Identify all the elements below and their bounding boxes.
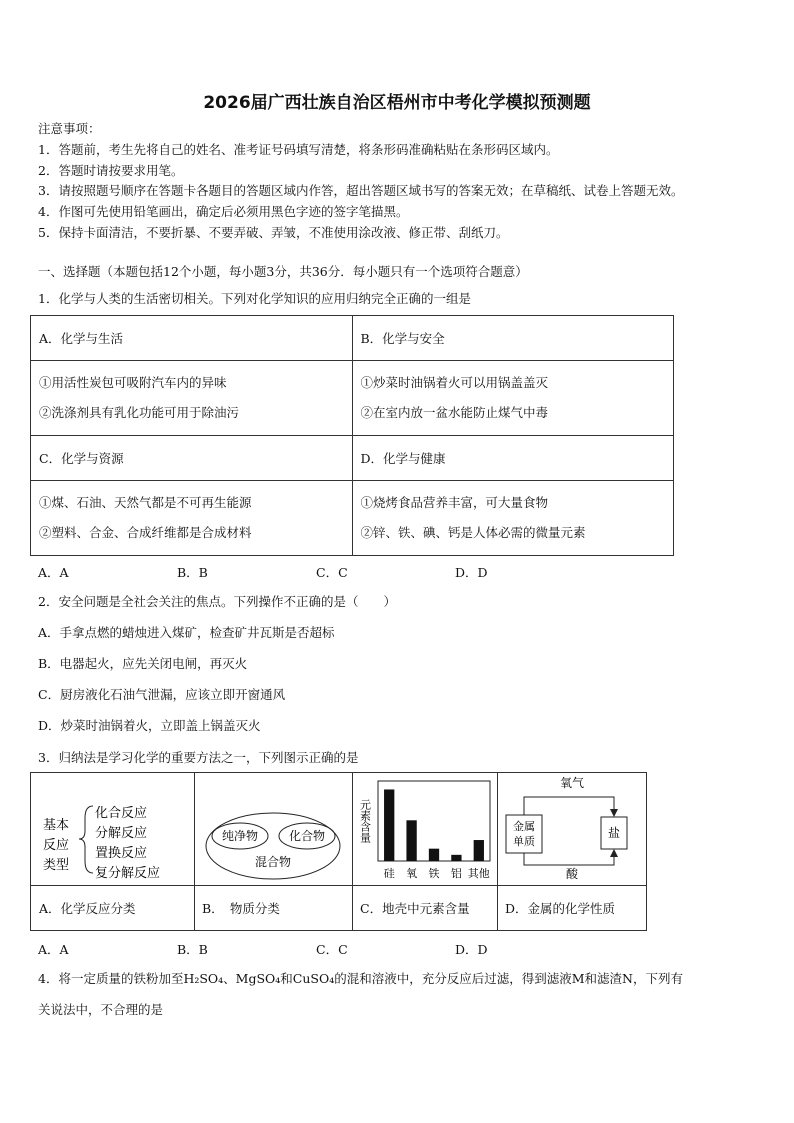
page-title: 2026届广西壮族自治区梧州市中考化学模拟预测题 xyxy=(203,93,591,113)
note-item: 2．答题时请按要求用笔。 xyxy=(38,163,184,178)
q1-c-body xyxy=(31,481,353,556)
chart-ylabel: 元素含量 xyxy=(358,799,372,843)
q1-d-item: ①烧烤食品营养丰富，可大量食物 xyxy=(360,495,549,510)
note-item: 5．保持卡面清洁，不要折暴、不要弄破、弄皱，不准使用涂改液、修正带、刮纸刀。 xyxy=(38,225,509,240)
fig-b-caption: B． 物质分类 xyxy=(194,885,352,930)
q2-option-a[interactable]: A．手拿点燃的蜡烛进入煤矿，检查矿井瓦斯是否超标 xyxy=(38,625,335,640)
q1-option-a[interactable]: A．A xyxy=(38,565,69,580)
chart-bar xyxy=(406,820,416,861)
fig-d-left-2: 单质 xyxy=(513,835,535,848)
fig-a-left-2: 反应 xyxy=(43,838,70,853)
chart-tick-label: 其他 xyxy=(467,867,490,880)
q2-option-b[interactable]: B．电器起火，应先关闭电闸，再灭火 xyxy=(38,656,248,671)
outer-ellipse xyxy=(206,813,340,879)
reaction-types-diagram xyxy=(31,773,194,885)
q1-b-head: B．化学与安全 xyxy=(352,316,674,361)
note-item: 4．作图可先使用铅笔画出，确定后必须用黑色字迹的签字笔描黑。 xyxy=(38,204,409,219)
chart-tick-label: 硅 xyxy=(383,867,395,880)
fig-d-top: 氧气 xyxy=(559,776,585,790)
fig-a-caption: A．化学反应分类 xyxy=(31,885,194,930)
q1-a-item: ②洗涤剂具有乳化功能可用于除油污 xyxy=(39,405,240,420)
q2-option-d[interactable]: D．炒菜时油锅着火，立即盖上锅盖灭火 xyxy=(38,718,261,733)
fig-d-bottom: 酸 xyxy=(565,867,579,881)
fig-a-left-3: 类型 xyxy=(43,858,70,873)
q1-d-item: ②锌、铁、碘、钙是人体必需的微量元素 xyxy=(360,525,586,540)
note-item: 1．答题前，考生先将自己的姓名、准考证号码填写清楚，将条形码准确粘贴在条形码区域内。 xyxy=(38,142,559,157)
q1-option-c[interactable]: C．C xyxy=(316,565,348,580)
q1-c-head: C．化学与资源 xyxy=(31,436,353,481)
fig-c-caption: C．地壳中元素含量 xyxy=(352,885,497,930)
oxygen-path xyxy=(524,797,614,815)
q2-stem: 2．安全问题是全社会关注的焦点。下列操作不正确的是（ ） xyxy=(38,594,396,609)
q3-option-a[interactable]: A．A xyxy=(38,942,69,957)
fig-a-right-1: 化合反应 xyxy=(95,806,148,821)
crust-element-chart xyxy=(352,773,497,885)
q3-fig-c xyxy=(352,773,498,930)
q1-option-b[interactable]: B．B xyxy=(177,565,208,580)
q2-option-c[interactable]: C．厨房液化石油气泄漏，应该立即开窗通风 xyxy=(38,687,286,702)
q1-options xyxy=(38,563,594,581)
q1-b-item: ②在室内放一盆水能防止煤气中毒 xyxy=(360,405,549,420)
fig-d-caption: D．金属的化学性质 xyxy=(497,885,646,930)
q3-option-c[interactable]: C．C xyxy=(316,942,348,957)
q1-table xyxy=(30,315,674,556)
section-heading: 一、选择题（本题包括12个小题，每小题3分，共36分．每小题只有一个选项符合题意） xyxy=(38,264,528,279)
q3-figure-table xyxy=(30,772,647,931)
q1-d-body xyxy=(352,481,674,556)
fig-d-right: 盐 xyxy=(607,826,621,840)
q3-options xyxy=(38,940,594,958)
q1-option-d[interactable]: D．D xyxy=(455,565,488,580)
chart-bar xyxy=(474,840,484,861)
q4-line-2: 关说法中，不合理的是 xyxy=(38,1002,164,1017)
note-item: 3．请按照题号顺序在答题卡各题目的答题区域内作答，超出答题区域书写的答案无效；在草稿纸、试卷上答题无效。 xyxy=(38,183,684,198)
chart-tick-label: 氧 xyxy=(406,867,418,880)
q3-option-d[interactable]: D．D xyxy=(455,942,488,957)
fig-b-outer: 混合物 xyxy=(254,855,292,869)
chart-tick-label: 铝 xyxy=(450,867,462,880)
q1-a-head: A．化学与生活 xyxy=(31,316,353,361)
fig-b-inner-left: 纯净物 xyxy=(221,829,259,843)
fig-b-inner-right: 化合物 xyxy=(288,829,326,843)
q1-b-body xyxy=(352,361,674,436)
q3-fig-b xyxy=(194,773,353,930)
q1-d-head: D．化学与健康 xyxy=(352,436,674,481)
chart-bar xyxy=(429,849,439,861)
acid-path xyxy=(524,853,614,865)
arrow-down-icon xyxy=(610,809,618,817)
arrow-up-icon xyxy=(610,849,618,857)
fig-a-right-4: 复分解反应 xyxy=(95,866,161,881)
fig-a-right-2: 分解反应 xyxy=(95,826,148,841)
q1-c-item: ②塑料、合金、合成纤维都是合成材料 xyxy=(39,525,252,540)
fig-a-left-1: 基本 xyxy=(43,818,70,833)
chart-bar xyxy=(384,789,394,861)
chart-tick-label: 铁 xyxy=(428,867,440,880)
q3-fig-a xyxy=(31,773,195,930)
brace-icon xyxy=(79,806,93,873)
q1-a-item: ①用活性炭包可吸附汽车内的异味 xyxy=(39,375,227,390)
q1-c-item: ①煤、石油、天然气都是不可再生能源 xyxy=(39,495,252,510)
q1-stem: 1．化学与人类的生活密切相关。下列对化学知识的应用归纳完全正确的一组是 xyxy=(38,291,471,306)
matter-classification-diagram xyxy=(194,773,352,885)
notes-heading: 注意事项： xyxy=(38,121,101,136)
metal-properties-diagram xyxy=(497,773,646,885)
q3-option-b[interactable]: B．B xyxy=(177,942,208,957)
q3-stem: 3．归纳法是学习化学的重要方法之一，下列图示正确的是 xyxy=(38,750,359,765)
q1-a-body xyxy=(31,361,353,436)
q4-line-1: 4．将一定质量的铁粉加至H₂SO₄、MgSO₄和CuSO₄的混和溶液中，充分反应后过滤，得到滤液M和滤渣N，下列有 xyxy=(38,971,683,986)
q3-fig-d xyxy=(497,773,646,930)
fig-d-left-1: 金属 xyxy=(513,820,535,833)
chart-bar xyxy=(451,855,461,861)
fig-a-right-3: 置换反应 xyxy=(95,846,148,861)
q1-b-item: ①炒菜时油锅着火可以用锅盖盖灭 xyxy=(360,375,549,390)
